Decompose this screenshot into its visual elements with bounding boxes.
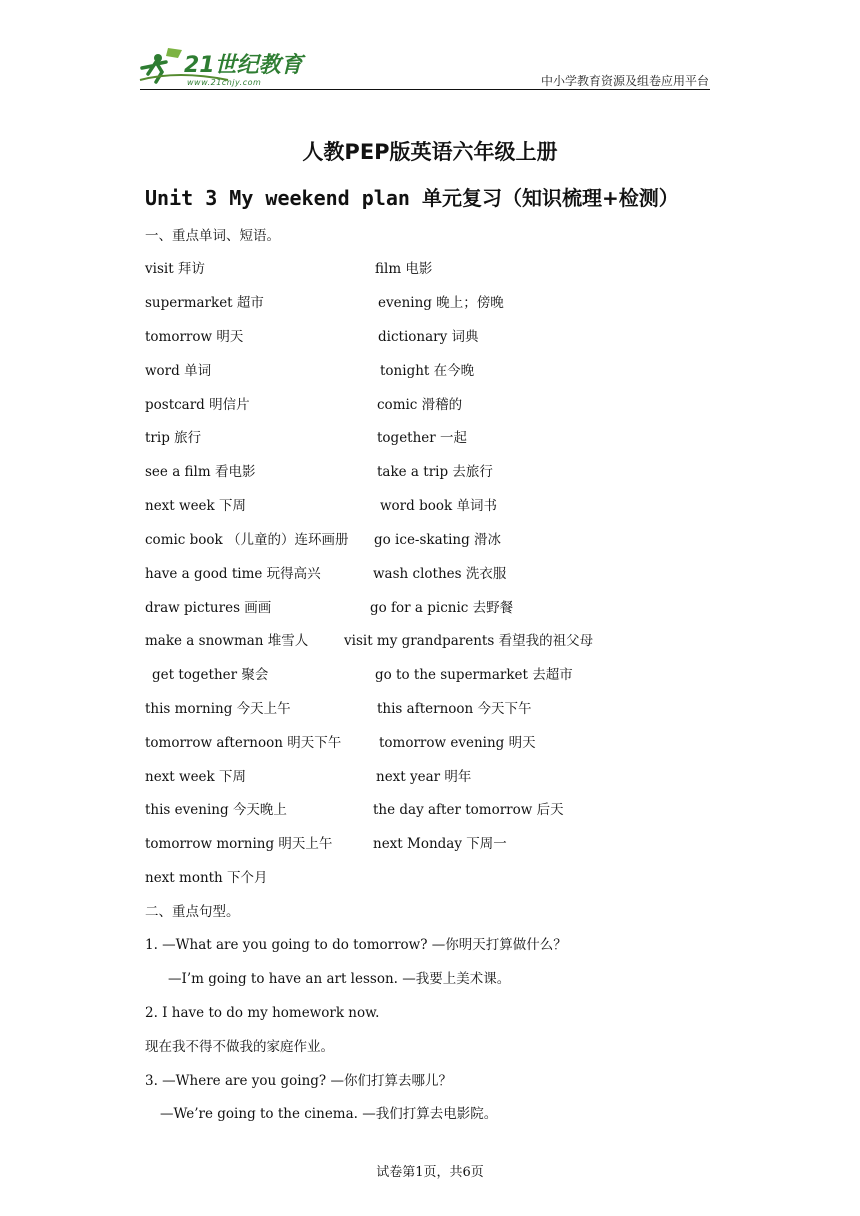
vocab-left-3: word 单词 bbox=[145, 363, 212, 379]
vocab-right-6: take a trip 去旅行 bbox=[377, 464, 493, 480]
vocab-right-15: next year 明年 bbox=[376, 769, 472, 785]
vocab-left-17: tomorrow morning 明天上午 bbox=[145, 836, 333, 852]
vocab-left-6: see a film 看电影 bbox=[145, 464, 256, 480]
doc-subtitle-en: Unit 3 My weekend plan bbox=[145, 186, 410, 210]
section2-heading: 二、重点句型。 bbox=[145, 904, 240, 920]
vocab-right-2: dictionary 词典 bbox=[378, 329, 479, 345]
vocab-left-5: trip 旅行 bbox=[145, 430, 202, 446]
vocab-right-7: word book 单词书 bbox=[380, 498, 497, 514]
vocab-left-0: visit 拜访 bbox=[145, 261, 205, 277]
vocab-left-9: have a good time 玩得高兴 bbox=[145, 566, 321, 582]
vocab-left-18: next month 下个月 bbox=[145, 870, 268, 886]
sentence-line: —I’m going to have an art lesson. —我要上美术课。 bbox=[168, 971, 511, 987]
sentence-line: 现在我不得不做我的家庭作业。 bbox=[145, 1039, 334, 1055]
vocab-left-13: this morning 今天上午 bbox=[145, 701, 291, 717]
sentence-line: 3. —Where are you going? —你们打算去哪儿？ bbox=[145, 1073, 452, 1089]
vocab-right-16: the day after tomorrow 后天 bbox=[373, 802, 564, 818]
vocab-right-3: tonight 在今晚 bbox=[380, 363, 475, 379]
vocab-right-4: comic 滑稽的 bbox=[377, 397, 463, 413]
sentence-line: —We’re going to the cinema. —我们打算去电影院。 bbox=[160, 1106, 498, 1122]
logo-url: www.21cnjy.com bbox=[187, 78, 262, 87]
vocab-right-17: next Monday 下周一 bbox=[373, 836, 507, 852]
vocab-left-10: draw pictures 画画 bbox=[145, 600, 272, 616]
vocab-right-14: tomorrow evening 明天 bbox=[379, 735, 536, 751]
vocab-right-12: go to the supermarket 去超市 bbox=[375, 667, 573, 683]
vocab-right-5: together 一起 bbox=[377, 430, 468, 446]
doc-subtitle-cn: 单元复习（知识梳理+检测） bbox=[421, 186, 679, 210]
logo-text: 21世纪教育 bbox=[184, 53, 303, 78]
sentence-line: 2. I have to do my homework now. bbox=[145, 1005, 380, 1021]
vocab-left-7: next week 下周 bbox=[145, 498, 247, 514]
header-divider bbox=[140, 89, 710, 90]
vocab-right-13: this afternoon 今天下午 bbox=[377, 701, 532, 717]
sentence-line: 1. —What are you going to do tomorrow? —你明天打算做什么？ bbox=[145, 937, 567, 953]
section1-heading: 一、重点单词、短语。 bbox=[145, 228, 280, 244]
platform-name: 中小学教育资源及组卷应用平台 bbox=[540, 74, 709, 88]
vocab-right-11: visit my grandparents 看望我的祖父母 bbox=[344, 633, 594, 649]
doc-title: 人教PEP版英语六年级上册 bbox=[302, 140, 558, 164]
vocab-left-16: this evening 今天晚上 bbox=[145, 802, 287, 818]
vocab-left-8: comic book （儿童的）连环画册 bbox=[145, 532, 349, 548]
vocab-left-4: postcard 明信片 bbox=[145, 397, 250, 413]
vocab-left-1: supermarket 超市 bbox=[145, 295, 264, 311]
page-number: 试卷第1页，共6页 bbox=[376, 1165, 484, 1180]
vocab-right-1: evening 晚上；傍晚 bbox=[378, 295, 504, 311]
vocab-left-12: get together 聚会 bbox=[152, 667, 269, 683]
vocab-left-14: tomorrow afternoon 明天下午 bbox=[145, 735, 342, 751]
vocab-right-10: go for a picnic 去野餐 bbox=[370, 600, 514, 616]
vocab-left-11: make a snowman 堆雪人 bbox=[145, 633, 309, 649]
doc-subtitle bbox=[145, 182, 679, 211]
vocab-right-9: wash clothes 洗衣服 bbox=[373, 566, 507, 582]
vocab-left-2: tomorrow 明天 bbox=[145, 329, 244, 345]
vocab-left-15: next week 下周 bbox=[145, 769, 247, 785]
vocab-right-0: film 电影 bbox=[375, 261, 433, 277]
vocab-right-8: go ice-skating 滑冰 bbox=[374, 532, 502, 548]
